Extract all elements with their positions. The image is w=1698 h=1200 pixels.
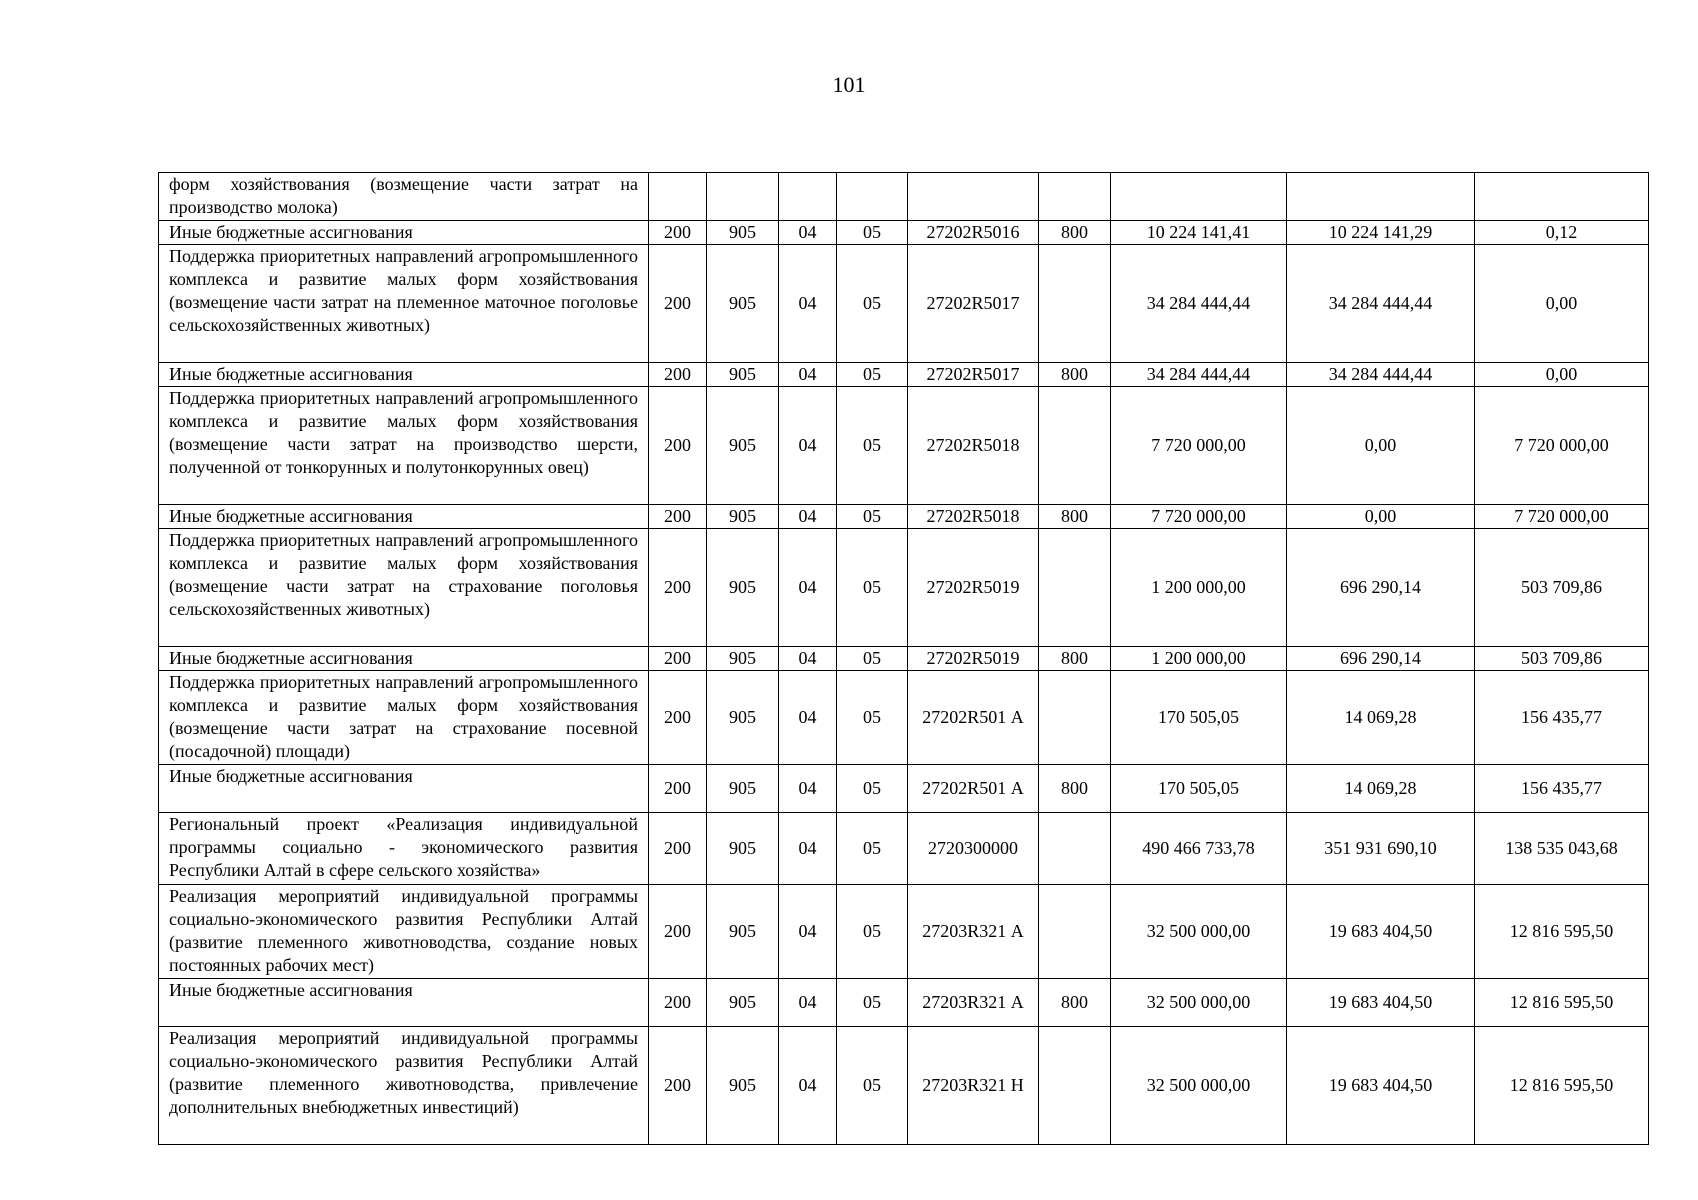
cell-code-3: 04 [779, 387, 837, 505]
cell-code-2: 905 [707, 671, 779, 765]
cell-code-4: 05 [837, 529, 908, 647]
table-row [159, 979, 1649, 1027]
cell-fact-amount: 19 683 404,50 [1287, 885, 1475, 979]
cell-fact-amount: 34 284 444,44 [1287, 363, 1475, 387]
cell-fact-amount: 19 683 404,50 [1287, 1027, 1475, 1145]
cell-target-article: 27203R321 А [908, 979, 1039, 1027]
cell-code-2: 905 [707, 1027, 779, 1145]
cell-target-article: 27202R5019 [908, 647, 1039, 671]
cell-expense-type: 800 [1039, 647, 1111, 671]
cell-plan-amount: 1 200 000,00 [1111, 647, 1287, 671]
row-description: Иные бюджетные ассигнования [159, 979, 649, 1027]
cell-plan-amount: 32 500 000,00 [1111, 885, 1287, 979]
cell-diff-amount: 12 816 595,50 [1475, 1027, 1649, 1145]
cell-code-3 [779, 173, 837, 221]
cell-code-2: 905 [707, 765, 779, 813]
cell-code-1: 200 [649, 245, 707, 363]
cell-diff-amount: 156 435,77 [1475, 765, 1649, 813]
cell-expense-type: 800 [1039, 505, 1111, 529]
cell-code-1: 200 [649, 1027, 707, 1145]
cell-code-2: 905 [707, 245, 779, 363]
cell-code-3: 04 [779, 221, 837, 245]
cell-expense-type [1039, 529, 1111, 647]
cell-fact-amount [1287, 173, 1475, 221]
cell-code-4: 05 [837, 765, 908, 813]
table-row [159, 813, 1649, 885]
cell-diff-amount: 503 709,86 [1475, 529, 1649, 647]
cell-expense-type: 800 [1039, 363, 1111, 387]
cell-target-article [908, 173, 1039, 221]
cell-expense-type [1039, 173, 1111, 221]
cell-plan-amount: 170 505,05 [1111, 765, 1287, 813]
cell-code-1: 200 [649, 813, 707, 885]
cell-diff-amount: 0,12 [1475, 221, 1649, 245]
cell-code-4: 05 [837, 647, 908, 671]
cell-target-article: 27203R321 Н [908, 1027, 1039, 1145]
cell-code-3: 04 [779, 885, 837, 979]
table-row [159, 505, 1649, 529]
cell-plan-amount: 170 505,05 [1111, 671, 1287, 765]
cell-fact-amount: 10 224 141,29 [1287, 221, 1475, 245]
cell-fact-amount: 696 290,14 [1287, 529, 1475, 647]
cell-target-article: 27202R501 А [908, 671, 1039, 765]
row-description: Региональный проект «Реализация индивидуальной программы социально - экономического развития Республики Алтай в сфере сельского хозяйства» [159, 813, 649, 885]
cell-code-1: 200 [649, 671, 707, 765]
cell-code-2: 905 [707, 363, 779, 387]
cell-code-1: 200 [649, 387, 707, 505]
cell-expense-type: 800 [1039, 765, 1111, 813]
cell-code-4 [837, 173, 908, 221]
row-description: Поддержка приоритетных направлений агропромышленного комплекса и развитие малых форм хозяйствования (возмещение части затрат на страхование поголовья сельскохозяйственных животных) [159, 529, 649, 647]
cell-diff-amount: 12 816 595,50 [1475, 979, 1649, 1027]
cell-code-3: 04 [779, 765, 837, 813]
cell-code-1: 200 [649, 979, 707, 1027]
row-description: Иные бюджетные ассигнования [159, 505, 649, 529]
cell-code-2: 905 [707, 221, 779, 245]
cell-code-4: 05 [837, 221, 908, 245]
cell-fact-amount: 0,00 [1287, 387, 1475, 505]
cell-code-2: 905 [707, 505, 779, 529]
cell-code-1: 200 [649, 221, 707, 245]
cell-plan-amount: 1 200 000,00 [1111, 529, 1287, 647]
cell-code-1: 200 [649, 647, 707, 671]
cell-code-3: 04 [779, 813, 837, 885]
cell-code-1: 200 [649, 765, 707, 813]
cell-code-3: 04 [779, 363, 837, 387]
cell-code-4: 05 [837, 363, 908, 387]
cell-code-1: 200 [649, 363, 707, 387]
table-row [159, 885, 1649, 979]
cell-plan-amount: 7 720 000,00 [1111, 387, 1287, 505]
table-row [159, 387, 1649, 505]
row-description: форм хозяйствования (возмещение части затрат на производство молока) [159, 173, 649, 221]
row-description: Реализация мероприятий индивидуальной программы социально-экономического развития Республики Алтай (развитие племенного животноводства, привлечение дополнительных внебюджетных инвестиций) [159, 1027, 649, 1145]
table-row [159, 529, 1649, 647]
row-description: Иные бюджетные ассигнования [159, 221, 649, 245]
cell-target-article: 27202R5018 [908, 505, 1039, 529]
cell-plan-amount: 10 224 141,41 [1111, 221, 1287, 245]
cell-plan-amount: 34 284 444,44 [1111, 245, 1287, 363]
cell-diff-amount: 7 720 000,00 [1475, 387, 1649, 505]
cell-diff-amount [1475, 173, 1649, 221]
cell-plan-amount: 32 500 000,00 [1111, 1027, 1287, 1145]
cell-fact-amount: 0,00 [1287, 505, 1475, 529]
cell-fact-amount: 351 931 690,10 [1287, 813, 1475, 885]
table-row [159, 221, 1649, 245]
cell-diff-amount: 503 709,86 [1475, 647, 1649, 671]
row-description: Иные бюджетные ассигнования [159, 647, 649, 671]
cell-expense-type [1039, 1027, 1111, 1145]
cell-expense-type [1039, 671, 1111, 765]
cell-target-article: 27202R501 А [908, 765, 1039, 813]
cell-plan-amount: 490 466 733,78 [1111, 813, 1287, 885]
cell-code-2: 905 [707, 387, 779, 505]
cell-code-4: 05 [837, 813, 908, 885]
cell-expense-type: 800 [1039, 979, 1111, 1027]
cell-code-3: 04 [779, 245, 837, 363]
cell-code-3: 04 [779, 529, 837, 647]
cell-code-3: 04 [779, 671, 837, 765]
table-row [159, 1027, 1649, 1145]
table-row [159, 765, 1649, 813]
cell-target-article: 27202R5018 [908, 387, 1039, 505]
cell-code-4: 05 [837, 979, 908, 1027]
row-description: Поддержка приоритетных направлений агропромышленного комплекса и развитие малых форм хозяйствования (возмещение части затрат на племенное маточное поголовье сельскохозяйственных животных) [159, 245, 649, 363]
cell-code-4: 05 [837, 1027, 908, 1145]
cell-target-article: 27202R5019 [908, 529, 1039, 647]
row-description: Поддержка приоритетных направлений агропромышленного комплекса и развитие малых форм хозяйствования (возмещение части затрат на производство шерсти, полученной от тонкорунных и полутонкорунных овец) [159, 387, 649, 505]
cell-code-3: 04 [779, 979, 837, 1027]
cell-code-1: 200 [649, 529, 707, 647]
cell-diff-amount: 7 720 000,00 [1475, 505, 1649, 529]
table-row [159, 245, 1649, 363]
cell-expense-type [1039, 813, 1111, 885]
cell-diff-amount: 12 816 595,50 [1475, 885, 1649, 979]
table-row [159, 647, 1649, 671]
row-description: Иные бюджетные ассигнования [159, 363, 649, 387]
cell-plan-amount: 32 500 000,00 [1111, 979, 1287, 1027]
cell-code-2: 905 [707, 813, 779, 885]
cell-expense-type [1039, 245, 1111, 363]
table-row [159, 363, 1649, 387]
cell-code-2: 905 [707, 979, 779, 1027]
row-description: Реализация мероприятий индивидуальной программы социально-экономического развития Республики Алтай (развитие племенного животноводства, создание новых постоянных рабочих мест) [159, 885, 649, 979]
cell-fact-amount: 14 069,28 [1287, 765, 1475, 813]
cell-code-2: 905 [707, 647, 779, 671]
cell-expense-type [1039, 885, 1111, 979]
cell-plan-amount: 7 720 000,00 [1111, 505, 1287, 529]
cell-fact-amount: 696 290,14 [1287, 647, 1475, 671]
page-number: 101 [832, 72, 866, 97]
cell-code-4: 05 [837, 885, 908, 979]
cell-code-2 [707, 173, 779, 221]
cell-code-4: 05 [837, 505, 908, 529]
cell-diff-amount: 0,00 [1475, 363, 1649, 387]
cell-plan-amount: 34 284 444,44 [1111, 363, 1287, 387]
cell-code-1: 200 [649, 885, 707, 979]
cell-target-article: 27203R321 А [908, 885, 1039, 979]
cell-target-article: 27202R5017 [908, 245, 1039, 363]
cell-expense-type: 800 [1039, 221, 1111, 245]
cell-code-3: 04 [779, 1027, 837, 1145]
cell-fact-amount: 34 284 444,44 [1287, 245, 1475, 363]
cell-plan-amount [1111, 173, 1287, 221]
table-row [159, 671, 1649, 765]
cell-diff-amount: 138 535 043,68 [1475, 813, 1649, 885]
cell-code-3: 04 [779, 505, 837, 529]
budget-table [158, 172, 1649, 1145]
cell-code-2: 905 [707, 529, 779, 647]
cell-code-4: 05 [837, 245, 908, 363]
cell-code-4: 05 [837, 387, 908, 505]
table-row [159, 173, 1649, 221]
cell-target-article: 2720300000 [908, 813, 1039, 885]
cell-fact-amount: 19 683 404,50 [1287, 979, 1475, 1027]
cell-target-article: 27202R5016 [908, 221, 1039, 245]
cell-diff-amount: 156 435,77 [1475, 671, 1649, 765]
row-description: Поддержка приоритетных направлений агропромышленного комплекса и развитие малых форм хозяйствования (возмещение части затрат на страхование посевной (посадочной) площади) [159, 671, 649, 765]
cell-code-3: 04 [779, 647, 837, 671]
cell-code-1 [649, 173, 707, 221]
cell-diff-amount: 0,00 [1475, 245, 1649, 363]
cell-fact-amount: 14 069,28 [1287, 671, 1475, 765]
cell-target-article: 27202R5017 [908, 363, 1039, 387]
cell-expense-type [1039, 387, 1111, 505]
row-description: Иные бюджетные ассигнования [159, 765, 649, 813]
cell-code-4: 05 [837, 671, 908, 765]
cell-code-1: 200 [649, 505, 707, 529]
cell-code-2: 905 [707, 885, 779, 979]
